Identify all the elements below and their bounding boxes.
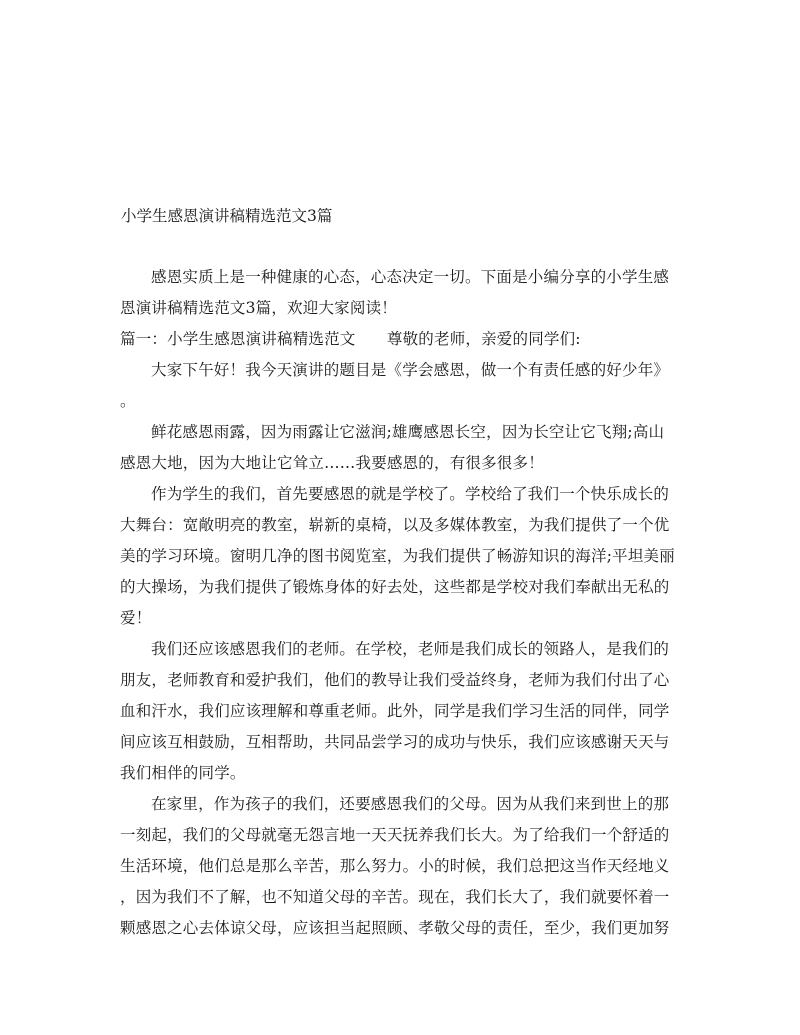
text-line: 作为学生的我们，首先要感恩的就是学校了。学校给了我们一个快乐成长的: [151, 485, 670, 503]
text-line: 大家下午好！我今天演讲的题目是《学会感恩，做一个有责任感的好少年》: [151, 361, 670, 379]
text-line: 感恩大地，因为大地让它耸立……我要感恩的，有很多很多！: [120, 454, 544, 472]
text-line: 我们还应该感恩我们的老师。在学校，老师是我们成长的领路人，是我们的: [151, 640, 670, 658]
text-line: 血和汗水，我们应该理解和尊重老师。此外，同学是我们学习生活的同伴，同学: [120, 702, 670, 720]
text-line: 在家里，作为孩子的我们，还要感恩我们的父母。因为从我们来到世上的那: [151, 795, 670, 813]
document-title: 小学生感恩演讲稿精选范文3篇: [121, 207, 333, 225]
text-line: 鲜花感恩雨露，因为雨露让它滋润;雄鹰感恩长空，因为长空让它飞翔;高山: [151, 423, 665, 441]
text-line: 感恩实质上是一种健康的心态，心态决定一切。下面是小编分享的小学生感: [151, 268, 670, 286]
text-line: 恩演讲稿精选范文3篇，欢迎大家阅读！: [120, 299, 397, 317]
text-line: 一刻起，我们的父母就毫无怨言地一天天抚养我们长大。为了给我们一个舒适的: [120, 826, 670, 844]
text-line: 。: [120, 392, 136, 410]
text-line: 爱！: [120, 609, 152, 627]
text-line: 的大操场，为我们提供了锻炼身体的好去处，这些都是学校对我们奉献出无私的: [120, 578, 670, 596]
text-line: 生活环境，他们总是那么辛苦，那么努力。小的时候，我们总把这当作天经地义: [120, 857, 670, 875]
text-line: ，因为我们不了解，也不知道父母的辛苦。现在，我们长大了，我们就要怀着一: [120, 888, 670, 906]
document-body: [120, 262, 675, 944]
text-line: 大舞台：宽敞明亮的教室，崭新的桌椅，以及多媒体教室，为我们提供了一个优: [120, 516, 670, 534]
text-line: 美的学习环境。窗明几净的图书阅览室，为我们提供了畅游知识的海洋;平坦美丽: [120, 547, 675, 565]
text-line: 我们相伴的同学。: [120, 764, 246, 782]
text-line: 间应该互相鼓励，互相帮助，共同品尝学习的成功与快乐，我们应该感谢天天与: [120, 733, 670, 751]
text-line: 朋友，老师教育和爱护我们，他们的教导让我们受益终身，老师为我们付出了心: [120, 671, 670, 689]
text-line: 篇一：小学生感恩演讲稿精选范文 尊敬的老师，亲爱的同学们:: [120, 330, 581, 348]
text-line: 颗感恩之心去体谅父母，应该担当起照顾、孝敬父母的责任，至少，我们更加努: [120, 919, 670, 937]
